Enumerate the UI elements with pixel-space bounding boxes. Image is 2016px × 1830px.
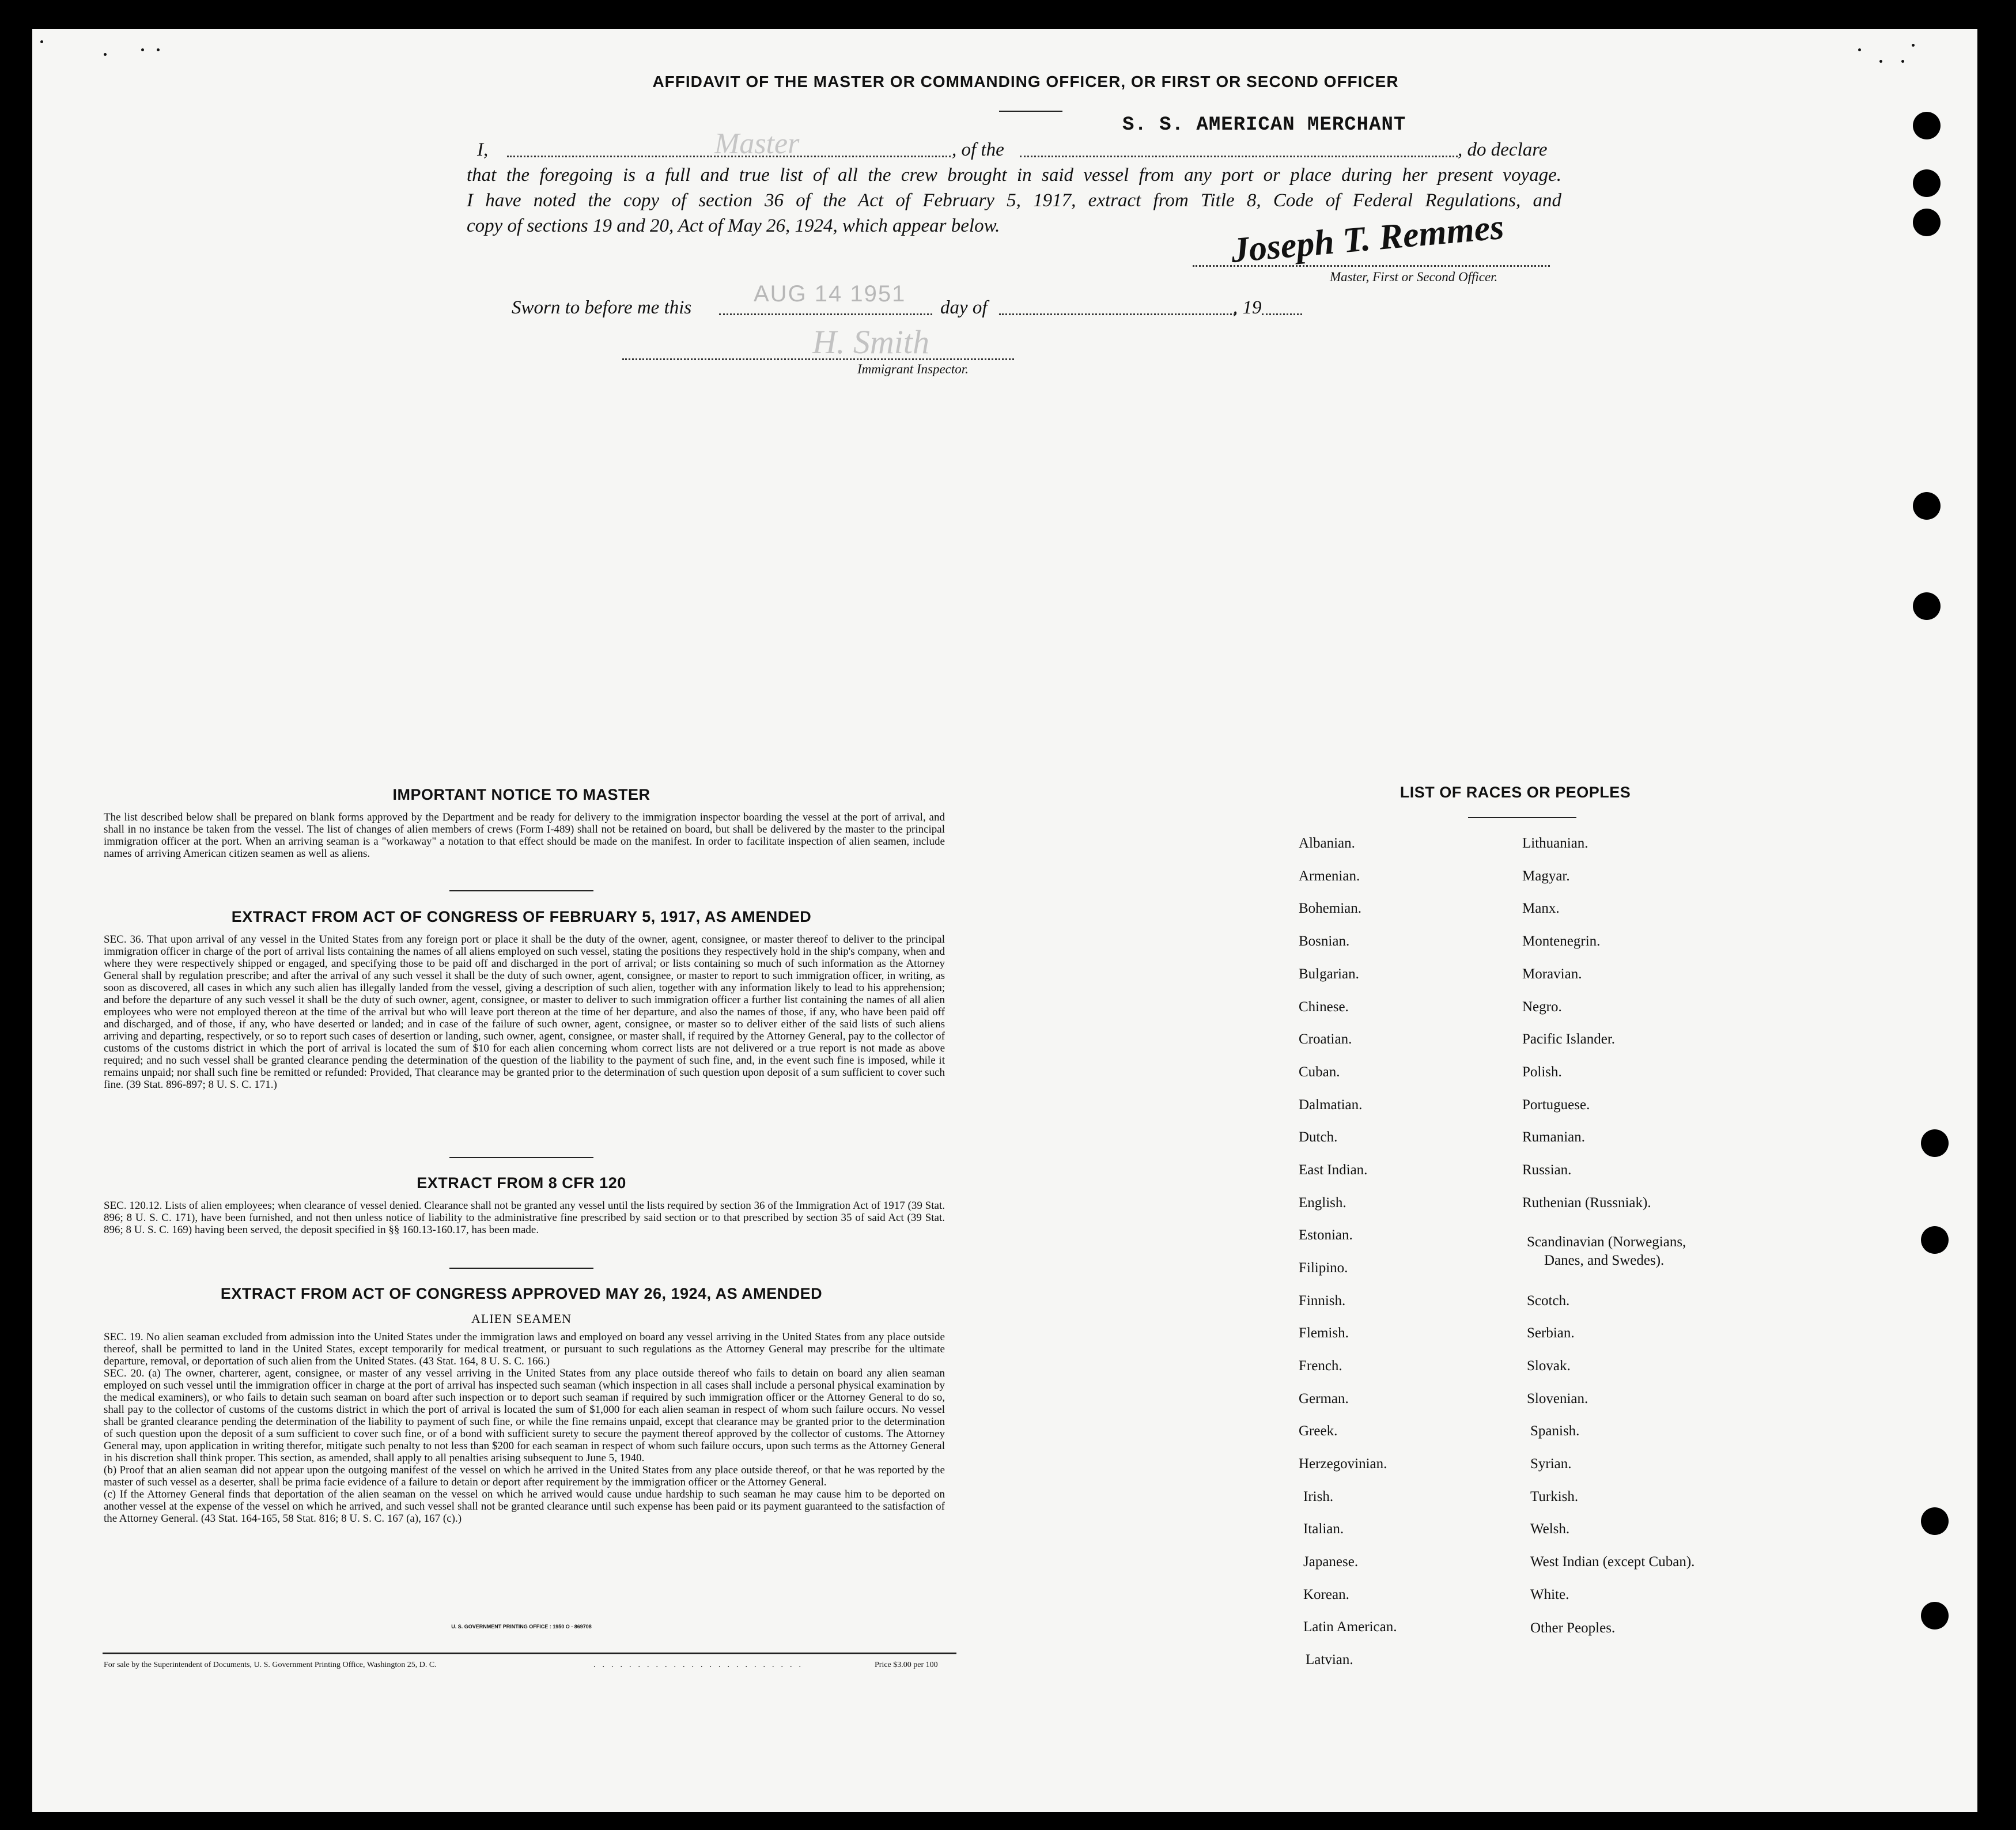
section-divider [449,890,593,891]
of-the-label: , of the [952,139,1004,160]
race-item: Turkish. [1530,1489,1579,1504]
extract-1924-title: EXTRACT FROM ACT OF CONGRESS APPROVED MAY 26, 1924, AS AMENDED [220,1285,823,1302]
race-item: Danes, and Swedes). [1544,1253,1665,1268]
race-item: Dalmatian. [1299,1097,1363,1113]
race-item: Albanian. [1299,835,1355,851]
section-divider [449,1268,593,1269]
extract-cfr-title: EXTRACT FROM 8 CFR 120 [417,1174,626,1192]
race-item: Syrian. [1530,1456,1572,1472]
master-signature: Joseph T. Remmes [1229,207,1506,271]
race-item: Welsh. [1530,1521,1570,1537]
race-item: Latvian. [1306,1652,1353,1668]
race-item: Herzegovinian. [1299,1456,1387,1472]
race-item: Ruthenian (Russniak). [1522,1195,1651,1211]
race-item: West Indian (except Cuban). [1530,1554,1695,1570]
race-item: Chinese. [1299,999,1349,1015]
sec-19-text: SEC. 19. No alien seaman excluded from admission into the United States under the immigration laws and employed on board any vessel arriving in the United States from any place outside thereof, shall be permitted to land in the United States, except temporarily for medical treatment, or pursuant to such regulations as the Attorney General may prescribe for the ultimate departure, removal, or deportation of such alien from the United States. (43 Stat. 164, 8 U. S. C. 166.) [104,1331,945,1367]
race-item: East Indian. [1299,1162,1368,1178]
races-title: LIST OF RACES OR PEOPLES [1400,784,1631,801]
race-item: Korean. [1303,1587,1349,1602]
declaration-i: I, [477,139,489,160]
race-item: Dutch. [1299,1129,1338,1145]
race-item: Slovak. [1527,1358,1571,1374]
race-item: Japanese. [1303,1554,1359,1570]
extract-1917-title: EXTRACT FROM ACT OF CONGRESS OF FEBRUARY 5, 1917, AS AMENDED [231,908,812,925]
inspector-caption: Immigrant Inspector. [857,362,969,376]
punch-hole [1913,209,1941,236]
signer-caption: Master, First or Second Officer. [1330,270,1498,284]
scan-speck [1901,60,1904,63]
master-handwritten: Master [714,127,800,160]
day-of-label: day of [940,297,988,318]
race-item: Montenegrin. [1522,933,1601,949]
do-declare-label: , do declare [1458,139,1548,160]
sworn-month-field[interactable] [999,313,1235,315]
race-item: Other Peoples. [1530,1620,1616,1636]
race-item: Pacific Islander. [1522,1031,1616,1047]
punch-hole [1921,1507,1949,1535]
race-item: Spanish. [1530,1423,1580,1439]
race-item: Scandinavian (Norwegians, [1527,1234,1686,1250]
extract-1924-body [104,1331,945,1525]
race-item: Bosnian. [1299,933,1350,949]
races-divider [1468,817,1576,818]
race-item: Italian. [1303,1521,1344,1537]
punch-hole [1921,1602,1949,1629]
printing-office-line: U. S. GOVERNMENT PRINTING OFFICE : 1950 O - 869708 [451,1624,592,1629]
alien-seamen-subtitle: ALIEN SEAMEN [471,1311,572,1326]
punch-hole [1921,1226,1949,1254]
footer-dot-leader: ........................ [593,1661,808,1669]
race-item: French. [1299,1358,1342,1374]
race-item: Negro. [1522,999,1562,1015]
scan-speck [1858,48,1861,51]
scan-speck [1912,44,1915,47]
declaration-line-3: I have noted the copy of section 36 of the Act of February 5, 1917, extract from Title 8, Code of Federal Regulations, and [467,190,1561,211]
race-item: Irish. [1303,1489,1334,1504]
extract-cfr-text: SEC. 120.12. Lists of alien employees; when clearance of vessel denied. Clearance shall not be granted any vessel until the lists required by section 36 of the Immigration Act of 1917 (39 Stat. 896; 8 U. S. C. 171), have been furnished, and not then unless notice of liability to the administrative fine prescribed by said section or to that prescribed by section 35 of said Act (39 Stat. 896; 8 U. S. C. 169) having been served, the deposit specified in §§ 160.13-160.17, has been made. [104,1200,945,1236]
race-item: Finnish. [1299,1293,1346,1309]
scan-speck [141,48,144,51]
punch-hole [1913,592,1941,620]
footer-rule [103,1653,956,1654]
race-item: Magyar. [1522,868,1570,884]
race-item: Armenian. [1299,868,1360,884]
race-item: Croatian. [1299,1031,1352,1047]
punch-hole [1913,112,1941,139]
race-item: Cuban. [1299,1064,1340,1080]
scan-speck [157,48,160,51]
sec-20c-text: (c) If the Attorney General finds that deportation of the alien seaman on the vessel on which he arrived would cause undue hardship to such seaman he may cause him to be deported on another vessel at the expense of the vessel on which he arrived, and such vessel shall not be granted clearance until such expense has been paid or its payment guaranteed to the satisfaction of the Attorney General. (43 Stat. 164-165, 58 Stat. 816; 8 U. S. C. 167 (a), 167 (c).) [104,1488,945,1525]
footer-price: Price $3.00 per 100 [875,1661,938,1669]
vessel-name: S. S. AMERICAN MERCHANT [1122,114,1406,136]
race-item: White. [1530,1587,1569,1602]
scan-speck [104,53,107,56]
footer-sale-note: For sale by the Superintendent of Documents, U. S. Government Printing Office, Washington 25, D. C. [104,1661,437,1669]
punch-hole [1921,1129,1949,1157]
race-item: Polish. [1522,1064,1562,1080]
declaration-line-2: that the foregoing is a full and true list of all the crew brought in said vessel from any port or place during her present voyage. [467,165,1561,186]
notice-title: IMPORTANT NOTICE TO MASTER [392,786,650,803]
title-divider [999,111,1062,112]
race-item: Latin American. [1303,1619,1397,1635]
extract-1917-text: SEC. 36. That upon arrival of any vessel in the United States from any foreign port or place it shall be the duty of the owner, agent, consignee, or master thereof to deliver to the principal immigration officer in charge of the port of arrival lists containing the names of all aliens employed on such vessel, stating the positions they respectively hold in the ship's company, when and where they were respectively shipped or engaged, and specifying those to be paid off and discharged in the port of arrival; or lists containing so much of such information as the Attorney General shall by regulation prescribe; and after the arrival of any such vessel it shall be the duty of such owner, agent, consignee, or master to report to such immigration officer, in writing, as soon as discovered, all cases in which any such alien has illegally landed from the vessel, giving a description of such alien, together with any information likely to lead to his apprehension; and before the departure of any such vessel it shall be the duty of such owner, agent, consignee, or master to deliver to such immigration officer a further list containing the names of all alien employees who were not employed thereon at the time of the arrival but who will leave port thereon at the time of her departure, and also the names of those, if any, who have been paid off and discharged, and of those, if any, who have deserted or landed; and in case of the failure of such owner, agent, consignee, or master so to deliver either of the said lists of such aliens arriving and departing, respectively, or so to report such cases of desertion or landing, such owner, agent, consignee, or master shall, if required by the Attorney General, pay to the collector of customs of the customs district in which the port of arrival is located the sum of $10 for each alien concerning whom correct lists are not delivered or a true report is not made as above required; and no such vessel shall be granted clearance pending the determination of the question of the liability to the payment of such fine, and, in the event such fine is imposed, while it remains unpaid; nor shall such fine be remitted or refunded: Provided, That clearance may be granted prior to the determination of such question upon deposit of a sum sufficient to cover such fine. (39 Stat. 896-897; 8 U. S. C. 171.) [104,933,945,1091]
sec-20a-text: SEC. 20. (a) The owner, charterer, agent, consignee, or master of any vessel arriving in the United States from any place outside thereof who fails to detain on board any alien seaman employed on such vessel until the immigration officer in charge at the port of arrival has inspected such seaman (which inspection in all cases shall include a personal physical examination by the medical examiners), or who fails to detain such seaman on board after such inspection or to deport such seaman if required by such immigration officer or the Attorney General to do so, shall pay to the collector of customs of the customs district in which the port of arrival is located the sum of $1,000 for each alien seaman in respect of whom such failure occurs. No vessel shall be granted clearance pending the determination of the liability to payment of such fine, or while the fine remains unpaid, except that clearance may be granted prior to the determination of such question upon the deposit of a sum sufficient to cover such fine, or of a bond with sufficient surety to secure the payment thereof approved by the collector of customs. The Attorney General may, upon application in writing therefor, mitigate such penalty to not less than $200 for each seaman in respect of whom such failure occurs, upon such terms as the Attorney General in his discretion shall think proper. This section, as amended, shall apply to all penalties arising subsequent to June 5, 1940. [104,1367,945,1464]
race-item: Slovenian. [1527,1391,1588,1406]
race-item: Bulgarian. [1299,966,1359,982]
scan-speck [40,40,43,43]
race-item: Serbian. [1527,1325,1575,1341]
scan-speck [1879,60,1882,63]
sworn-year-field[interactable] [1262,313,1302,315]
race-item: Estonian. [1299,1227,1353,1243]
vessel-name-field[interactable] [1020,156,1458,157]
notice-text: The list described below shall be prepared on blank forms approved by the Department and be ready for delivery to the immigration inspector boarding the vessel at the port of arrival, and shall in no instance be taken from the vessel. The list of changes of alien members of crews (Form I-489) shall not be retained on board, but shall be delivered by the master to the principal immigration officer at the port. When an arriving seaman is a "workaway" a notation to that effect should be made on the manifest. In order to facilitate inspection of alien seamen, include names of arriving American citizen seamen as well as aliens. [104,811,945,860]
race-item: Russian. [1522,1162,1572,1178]
race-item: Greek. [1299,1423,1338,1439]
inspector-signature: H. Smith [812,323,929,361]
affidavit-title: AFFIDAVIT OF THE MASTER OR COMMANDING OFFICER, OR FIRST OR SECOND OFFICER [652,73,1399,90]
race-item: Flemish. [1299,1325,1349,1341]
declaration-line-4: copy of sections 19 and 20, Act of May 26, 1924, which appear below. [467,215,1000,236]
sworn-date-field[interactable] [719,313,932,315]
race-item: English. [1299,1195,1346,1211]
sworn-label: Sworn to before me this [512,297,692,318]
race-item: Lithuanian. [1522,835,1588,851]
race-item: Bohemian. [1299,901,1362,916]
race-item: Moravian. [1522,966,1582,982]
race-item: Rumanian. [1522,1129,1586,1145]
race-item: Filipino. [1299,1260,1348,1276]
sec-20b-text: (b) Proof that an alien seaman did not appear upon the outgoing manifest of the vessel on which he arrived in the United States from any place outside thereof, or that he was reported by the master of such vessel as a deserter, shall be prima facie evidence of a failure to detain or deport after requirement by the immigration officer or the Attorney General. [104,1464,945,1488]
date-stamp: AUG 14 1951 [754,281,906,307]
race-item: Portuguese. [1522,1097,1590,1113]
race-item: Scotch. [1527,1293,1570,1309]
race-item: Manx. [1522,901,1560,916]
section-divider [449,1157,593,1158]
race-item: German. [1299,1391,1349,1406]
year-label: , 19 [1233,297,1262,318]
punch-hole [1913,492,1941,520]
punch-hole [1913,169,1941,197]
